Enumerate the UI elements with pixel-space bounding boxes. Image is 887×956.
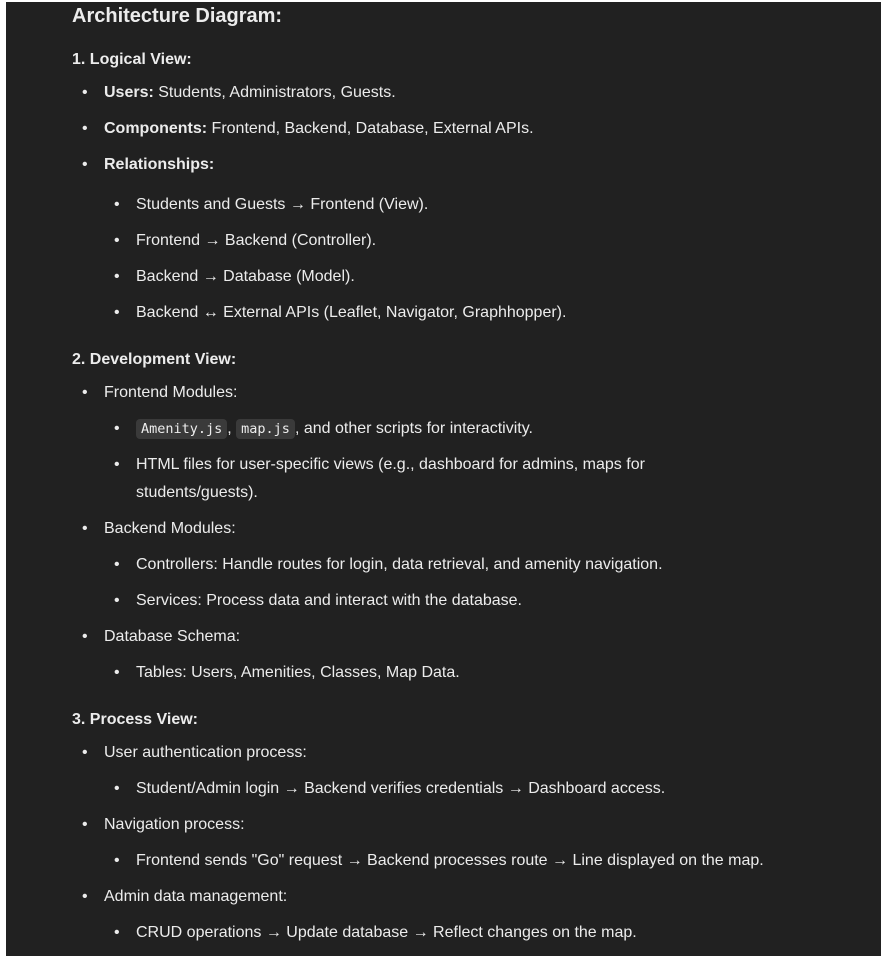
list-item-relationship: • Frontend → Backend (Controller). — [136, 227, 376, 255]
list-item-users — [104, 79, 396, 107]
list-item-frontend-modules: • Frontend Modules: — [104, 379, 237, 407]
users-label: Users: — [104, 84, 154, 101]
code-amenity-js: Amenity.js — [136, 419, 227, 439]
development-view-heading: 2. Development View: — [72, 351, 237, 368]
scripts-text: , and other scripts for interactivity. — [294, 420, 533, 437]
list-item-html-files: • HTML files for user-specific views (e.g., dashboard for admins, maps for students/guests). — [136, 451, 676, 507]
components-text: Frontend, Backend, Database, External APIs. — [207, 120, 534, 137]
list-item-navigation-process: • Navigation process: — [104, 811, 245, 839]
list-item-components — [104, 115, 534, 143]
list-item-auth-detail: • Student/Admin login → Backend verifies credentials → Dashboard access. — [136, 775, 665, 803]
list-item-relationship: • Backend ↔ External APIs (Leaflet, Navigator, Graphhopper). — [136, 299, 566, 327]
logical-view-heading: 1. Logical View: — [72, 51, 192, 68]
list-item-tables: • Tables: Users, Amenities, Classes, Map Data. — [136, 659, 460, 687]
list-item-relationships — [104, 151, 214, 179]
list-item-navigation-detail: • Frontend sends "Go" request → Backend processes route → Line displayed on the map. — [136, 847, 764, 875]
list-item-relationship: • Backend → Database (Model). — [136, 263, 355, 291]
list-item-scripts — [136, 415, 533, 443]
list-item-database-schema: • Database Schema: — [104, 623, 240, 651]
list-item-admin-detail: • CRUD operations → Update database → Reflect changes on the map. — [136, 919, 637, 947]
list-item-admin-data: • Admin data management: — [104, 883, 287, 911]
list-item-services: • Services: Process data and interact with the database. — [136, 587, 522, 615]
components-label: Components: — [104, 120, 208, 137]
relationships-label: Relationships: — [104, 156, 215, 173]
process-view-heading: 3. Process View: — [72, 711, 198, 728]
list-item-relationship: • Students and Guests → Frontend (View). — [136, 191, 428, 219]
users-text: Students, Administrators, Guests. — [153, 84, 396, 101]
list-item-backend-modules: • Backend Modules: — [104, 515, 236, 543]
page-title: Architecture Diagram: — [72, 5, 283, 27]
list-item-auth-process: • User authentication process: — [104, 739, 307, 767]
code-separator: , — [227, 420, 237, 437]
code-map-js: map.js — [236, 419, 295, 439]
list-item-controllers: • Controllers: Handle routes for login, data retrieval, and amenity navigation. — [136, 551, 663, 579]
chat-response-panel — [6, 2, 881, 956]
